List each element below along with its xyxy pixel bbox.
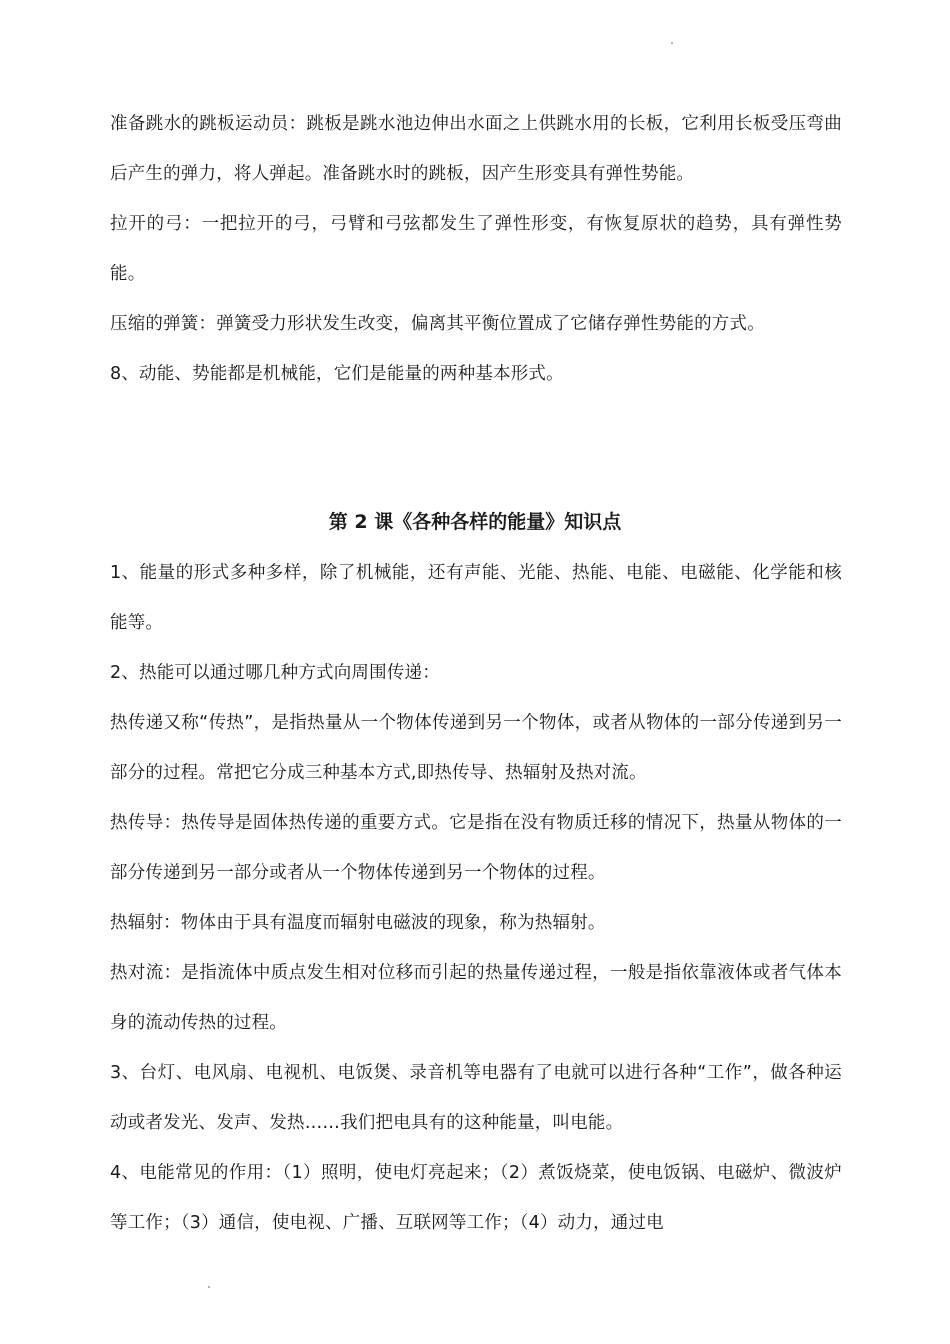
- paragraph: 热辐射：物体由于具有温度而辐射电磁波的现象，称为热辐射。: [110, 913, 606, 933]
- paragraph: 热传递又称“传热”，是指热量从一个物体传递到另一个物体，或者从物体的一部分传递到另一部分的过程。常把它分成三种基本方式,即热传导、热辐射及热对流。: [110, 713, 842, 783]
- paragraph: 热对流：是指流体中质点发生相对位移而引起的热量传递过程，一般是指依靠液体或者气体本身的流动传热的过程。: [110, 963, 842, 1033]
- paragraph: 热传导：热传导是固体热传递的重要方式。它是指在没有物质迁移的情况下，热量从物体的一部分传递到另一部分或者从一个物体传递到另一个物体的过程。: [110, 813, 842, 883]
- section1-body: [110, 99, 842, 399]
- paragraph: 压缩的弹簧：弹簧受力形状发生改变，偏离其平衡位置成了它储存弹性势能的方式。: [110, 314, 765, 334]
- paragraph: 8、动能、势能都是机械能，它们是能量的两种基本形式。: [110, 364, 564, 384]
- section-title: 第 2 课《各种各样的能量》知识点: [328, 511, 622, 533]
- paragraph: 1、能量的形式多种多样，除了机械能，还有声能、光能、热能、电能、电磁能、化学能和核能等。: [110, 563, 842, 633]
- page-mark-top: [671, 42, 673, 44]
- paragraph: 4、电能常见的作用：（1）照明，使电灯亮起来；（2）煮饭烧菜，使电饭锅、电磁炉、微波炉等工作；（3）通信，使电视、广播、互联网等工作；（4）动力，通过电: [110, 1163, 842, 1233]
- paragraph: 2、热能可以通过哪几种方式向周围传递：: [110, 663, 440, 683]
- paragraph: 3、台灯、电风扇、电视机、电饭煲、录音机等电器有了电就可以进行各种“工作”，做各种运动或者发光、发声、发热……我们把电具有的这种能量，叫电能。: [110, 1063, 842, 1133]
- paragraph: 准备跳水的跳板运动员：跳板是跳水池边伸出水面之上供跳水用的长板，它利用长板受压弯曲后产生的弹力，将人弹起。准备跳水时的跳板，因产生形变具有弹性势能。: [110, 114, 842, 184]
- section2-body: [110, 548, 842, 1248]
- paragraph: 拉开的弓：一把拉开的弓，弓臂和弓弦都发生了弹性形变，有恢复原状的趋势，具有弹性势能。: [110, 214, 842, 284]
- page-mark-bottom: [208, 1286, 210, 1288]
